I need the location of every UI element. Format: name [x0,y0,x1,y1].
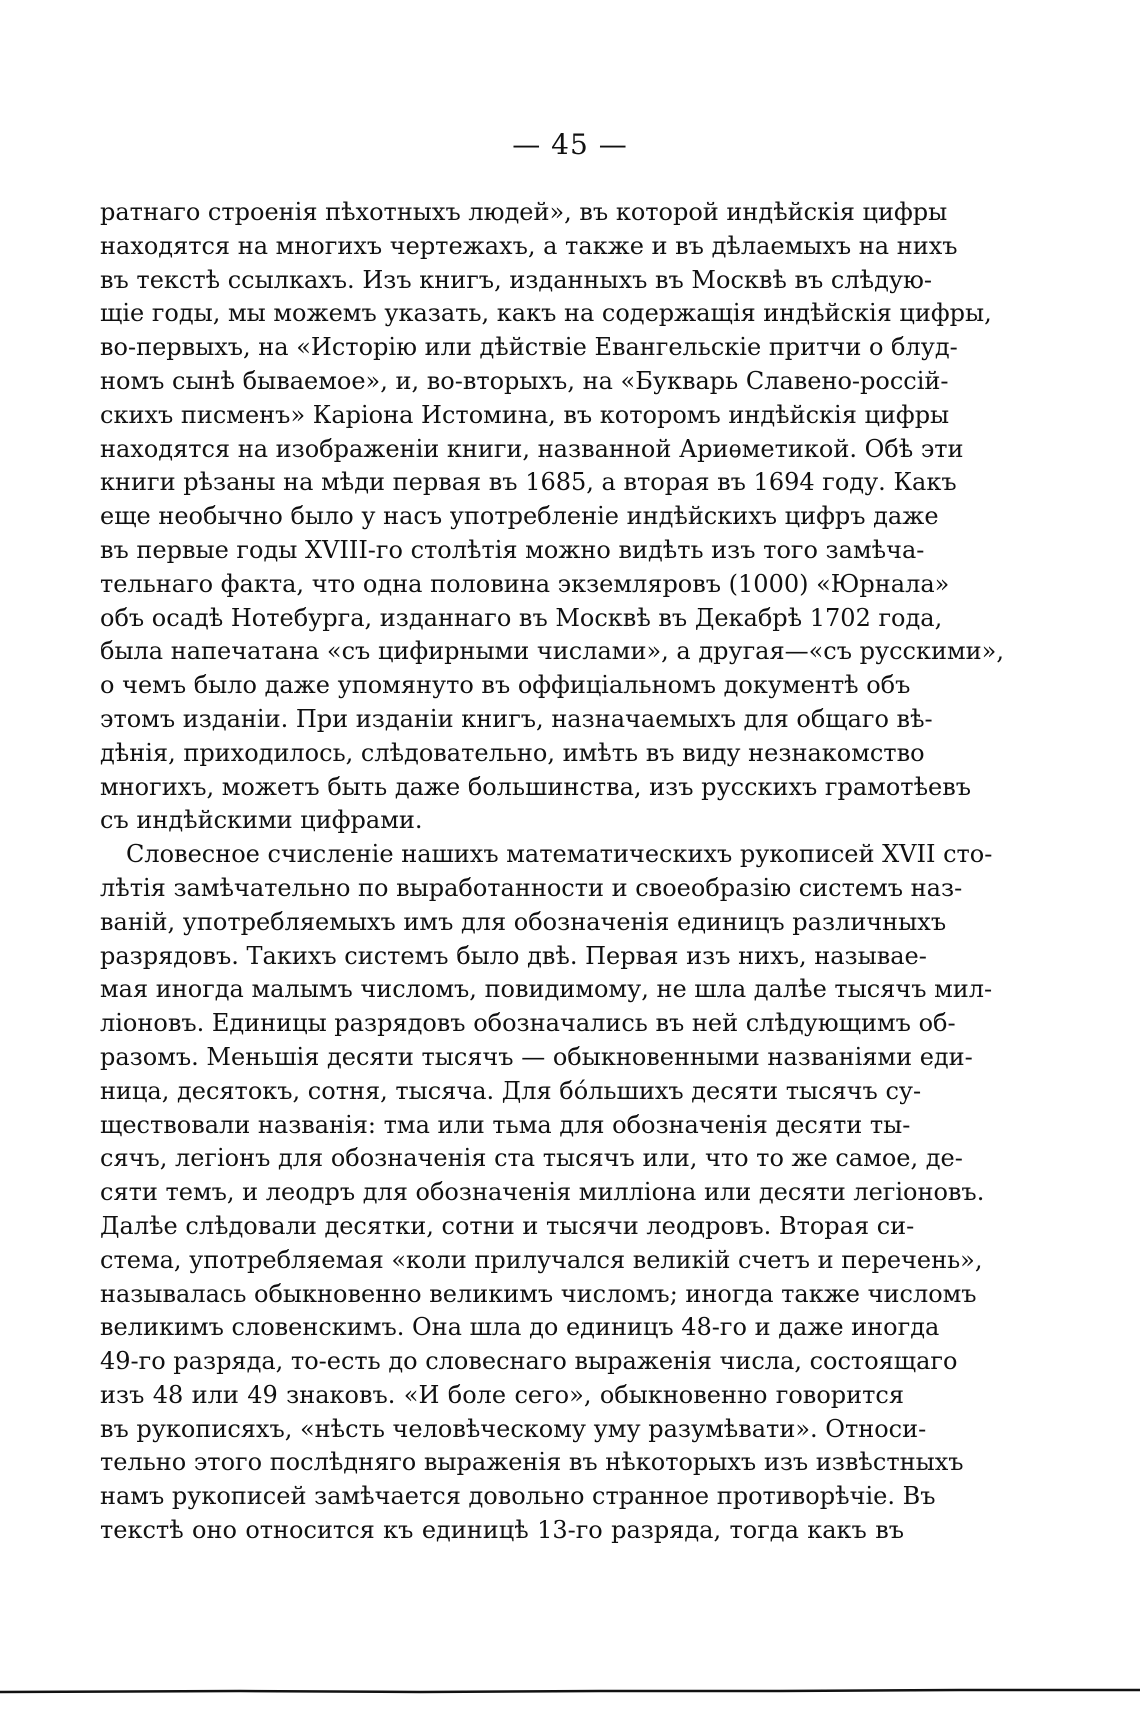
text-line: намъ рукописей замѣчается довольно странное противорѣчіе. Въ [100,1482,936,1511]
page-text [100,196,1004,1548]
text-line: въ текстѣ ссылкахъ. Изъ книгъ, изданныхъ въ Москвѣ въ слѣдую- [100,265,932,294]
text-line: ратнаго строенія пѣхотныхъ людей», въ которой индѣйскія цифры [100,198,948,226]
paragraph-1 [100,196,1004,838]
text-line: Далѣе слѣдовали десятки, сотни и тысячи леодровъ. Вторая си- [100,1211,915,1240]
text-line: Словесное счисленіе нашихъ математическихъ рукописей XVII сто- [126,840,993,869]
text-line: еще необычно было у насъ употребленіе индѣйскихъ цифръ даже [100,502,939,531]
text-line: многихъ, можетъ быть даже большинства, изъ русскихъ грамотѣевъ [100,772,972,801]
text-line: сяти темъ, и леодръ для обозначенія милліона или десяти легіоновъ. [100,1178,985,1207]
text-line: тельно этого послѣдняго выраженія въ нѣкоторыхъ изъ извѣстныхъ [100,1448,964,1477]
text-line: объ осадѣ Нотебурга, изданнаго въ Москвѣ въ Декабрѣ 1702 года, [100,603,943,632]
text-line: ліоновъ. Единицы разрядовъ обозначались въ ней слѣдующимъ об- [100,1009,956,1038]
text-line: дѣнія, приходилось, слѣдовательно, имѣть въ виду незнакомство [100,738,925,767]
text-line: во-первыхъ, на «Исторію или дѣйствіе Евангельскіе притчи о блуд- [100,333,958,362]
paragraph-2 [100,838,993,1548]
text-line: съ индѣйскими цифрами. [100,806,423,835]
text-line: о чемъ было даже упомянуто въ оффиціальномъ документѣ объ [100,671,911,700]
text-line: находятся на многихъ чертежахъ, а также и въ дѣлаемыхъ на нихъ [100,231,958,260]
text-line: книги рѣзаны на мѣди первая въ 1685, а вторая въ 1694 году. Какъ [100,468,957,497]
text-line: номъ сынѣ бываемое», и, во-вторыхъ, на «Букварь Славено-россій- [100,366,949,395]
text-line: называлась обыкновенно великимъ числомъ; иногда также числомъ [100,1279,977,1308]
text-line: разрядовъ. Такихъ системъ было двѣ. Первая изъ нихъ, называе- [100,941,927,970]
text-line: сячъ, легіонъ для обозначенія ста тысячъ или, что то же самое, де- [100,1144,963,1173]
text-line: этомъ изданіи. При изданіи книгъ, назначаемыхъ для общаго вѣ- [100,704,933,733]
text-line: ществовали названія: тма или тьма для обозначенія десяти ты- [100,1110,911,1139]
text-line: мая иногда малымъ числомъ, повидимому, не шла далѣе тысячъ мил- [100,975,993,1004]
text-line: изъ 48 или 49 знаковъ. «И боле сего», обыкновенно говорится [100,1380,904,1409]
text-line: щіе годы, мы можемъ указать, какъ на содержащія индѣйскія цифры, [100,299,992,328]
text-line: лѣтія замѣчательно по выработанности и своеобразію системъ наз- [100,873,963,902]
text-line: была напечатана «съ цифирными числами», а другая—«съ русскими», [100,637,1004,666]
text-line: тельнаго факта, что одна половина экземляровъ (1000) «Юрнала» [100,569,950,598]
text-line: разомъ. Меньшія десяти тысячъ — обыкновенными названіями еди- [100,1042,973,1071]
text-line: въ первые годы XVIII-го столѣтія можно видѣть изъ того замѣча- [100,535,925,564]
text-line: ваній, употребляемыхъ имъ для обозначенія единицъ различныхъ [100,907,947,936]
text-line: 49-го разряда, то-есть до словеснаго выраженія числа, состоящаго [100,1347,958,1376]
bottom-edge-rule [0,1688,1140,1694]
text-line: великимъ словенскимъ. Она шла до единицъ 48-го и даже иногда [100,1313,940,1342]
text-line: ница, десятокъ, сотня, тысяча. Для бо́льшихъ десяти тысячъ су- [100,1076,922,1105]
text-line: скихъ писменъ» Каріона Истомина, въ которомъ индѣйскія цифры [100,400,950,429]
text-line: находятся на изображеніи книги, названной Ариѳметикой. Обѣ эти [100,434,964,463]
text-line: стема, употребляемая «коли прилучался великій счетъ и перечень», [100,1245,983,1274]
text-line: въ рукописяхъ, «нѣсть человѣческому уму разумѣвати». Относи- [100,1414,927,1443]
page-number: — 45 — [512,128,628,161]
text-line: текстѣ оно относится къ единицѣ 13-го разряда, тогда какъ въ [100,1516,904,1545]
